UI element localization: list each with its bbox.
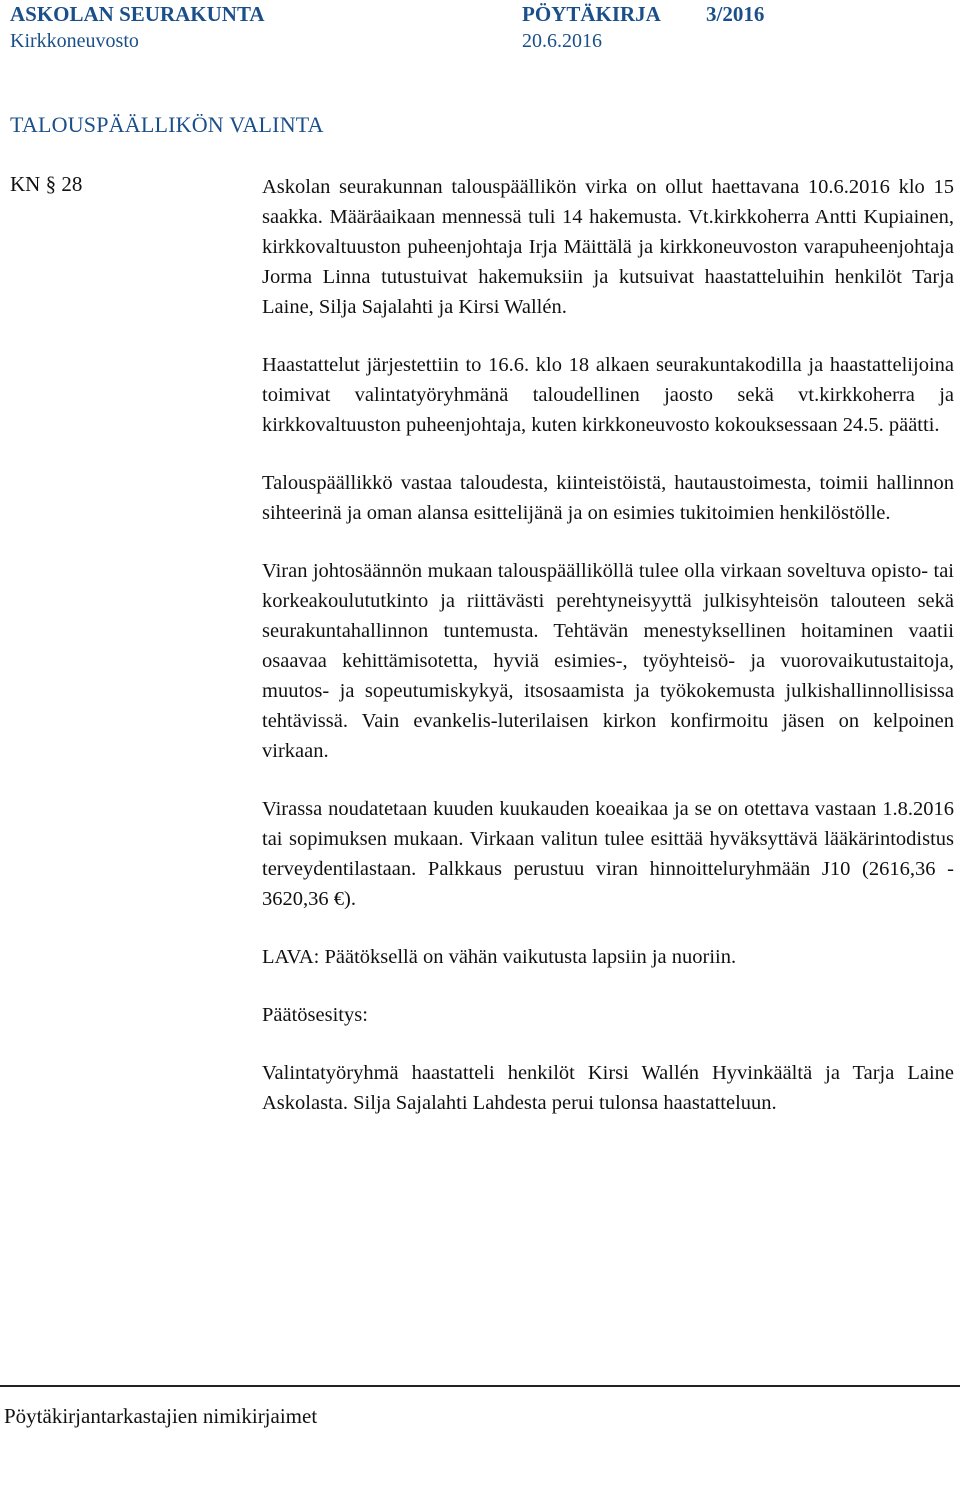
paragraph-terms: Virassa noudatetaan kuuden kuukauden koeaikaa ja se on otettava vastaan 1.8.2016 tai sopimuksen mukaan. Virkaan valitun tulee esittää hyväksyttävä lääkärintodistus terveydentilastaan. Palkkaus perustuu viran hinnoitteluryhmään J10 (2616,36 - 3620,36 €). <box>262 798 954 910</box>
doc-number: 3/2016 <box>706 2 765 26</box>
doc-type: PÖYTÄKIRJA <box>522 2 661 26</box>
header-row-2 <box>10 30 950 58</box>
org-name: ASKOLAN SEURAKUNTA <box>10 2 265 26</box>
section-title: TALOUSPÄÄLLIKÖN VALINTA <box>10 112 324 137</box>
item-number: KN § 28 <box>10 172 83 196</box>
signature-label: Pöytäkirjantarkastajien nimikirjaimet <box>4 1404 318 1428</box>
paragraph-duties: Talouspäällikkö vastaa taloudesta, kiinteistöistä, hautaustoimesta, toimii hallinnon sihteerinä ja oman alansa esittelijänä ja on esimies tukitoimien henkilöstölle. <box>262 472 954 524</box>
meeting-date: 20.6.2016 <box>522 30 602 52</box>
item-body <box>262 172 954 1146</box>
proposal-heading: Päätösesitys: <box>262 1004 368 1026</box>
footer-divider <box>0 1385 960 1387</box>
header-row-1 <box>10 2 950 30</box>
document-header <box>10 2 950 58</box>
paragraph-proposal: Valintatyöryhmä haastatteli henkilöt Kirsi Wallén Hyvinkäältä ja Tarja Laine Askolasta. Silja Sajalahti Lahdesta perui tulonsa haastatteluun. <box>262 1062 954 1114</box>
paragraph-application-period: Askolan seurakunnan talouspäällikön virka on ollut haettavana 10.6.2016 klo 15 saakka. Määräaikaan mennessä tuli 14 hakemusta. Vt.kirkkoherra Antti Kupiainen, kirkkovaltuuston puheenjohtaja Irja Mäittälä ja kirkkoneuvoston varapuheenjohtaja Jorma Linna tutustuivat hakemuksiin ja kutsuivat haastatteluihin henkilöt Tarja Laine, Silja Sajalahti ja Kirsi Wallén. <box>262 176 954 318</box>
paragraph-lava: LAVA: Päätöksellä on vähän vaikutusta lapsiin ja nuoriin. <box>262 946 737 968</box>
meeting-body: Kirkkoneuvosto <box>10 30 139 52</box>
paragraph-interviews: Haastattelut järjestettiin to 16.6. klo 18 alkaen seurakuntakodilla ja haastattelijoina toimivat valintatyöryhmänä taloudellinen jaosto sekä vt.kirkkoherra ja kirkkovaltuuston puheenjohtaja, kuten kirkkoneuvosto kokouksessaan 24.5. päätti. <box>262 354 954 436</box>
paragraph-requirements: Viran johtosäännön mukaan talouspäälliköllä tulee olla virkaan soveltuva opisto- tai korkeakoulututkinto ja riittävästi perehtyneisyyttä julkisyhteisön talouteen sekä seurakuntahallinnon tuntemusta. Tehtävän menestyksellinen hoitaminen vaatii osaavaa kehittämisotetta, hyviä esimies-, työyhteisö- ja vuorovaikutustaitoja, muutos- ja sopeutumiskykyä, itsosaamista ja työkokemusta julkishallinnollisissa tehtävissä. Vain evankelis-luterilaisen kirkon konfirmoitu jäsen on kelpoinen virkaan. <box>262 560 954 762</box>
